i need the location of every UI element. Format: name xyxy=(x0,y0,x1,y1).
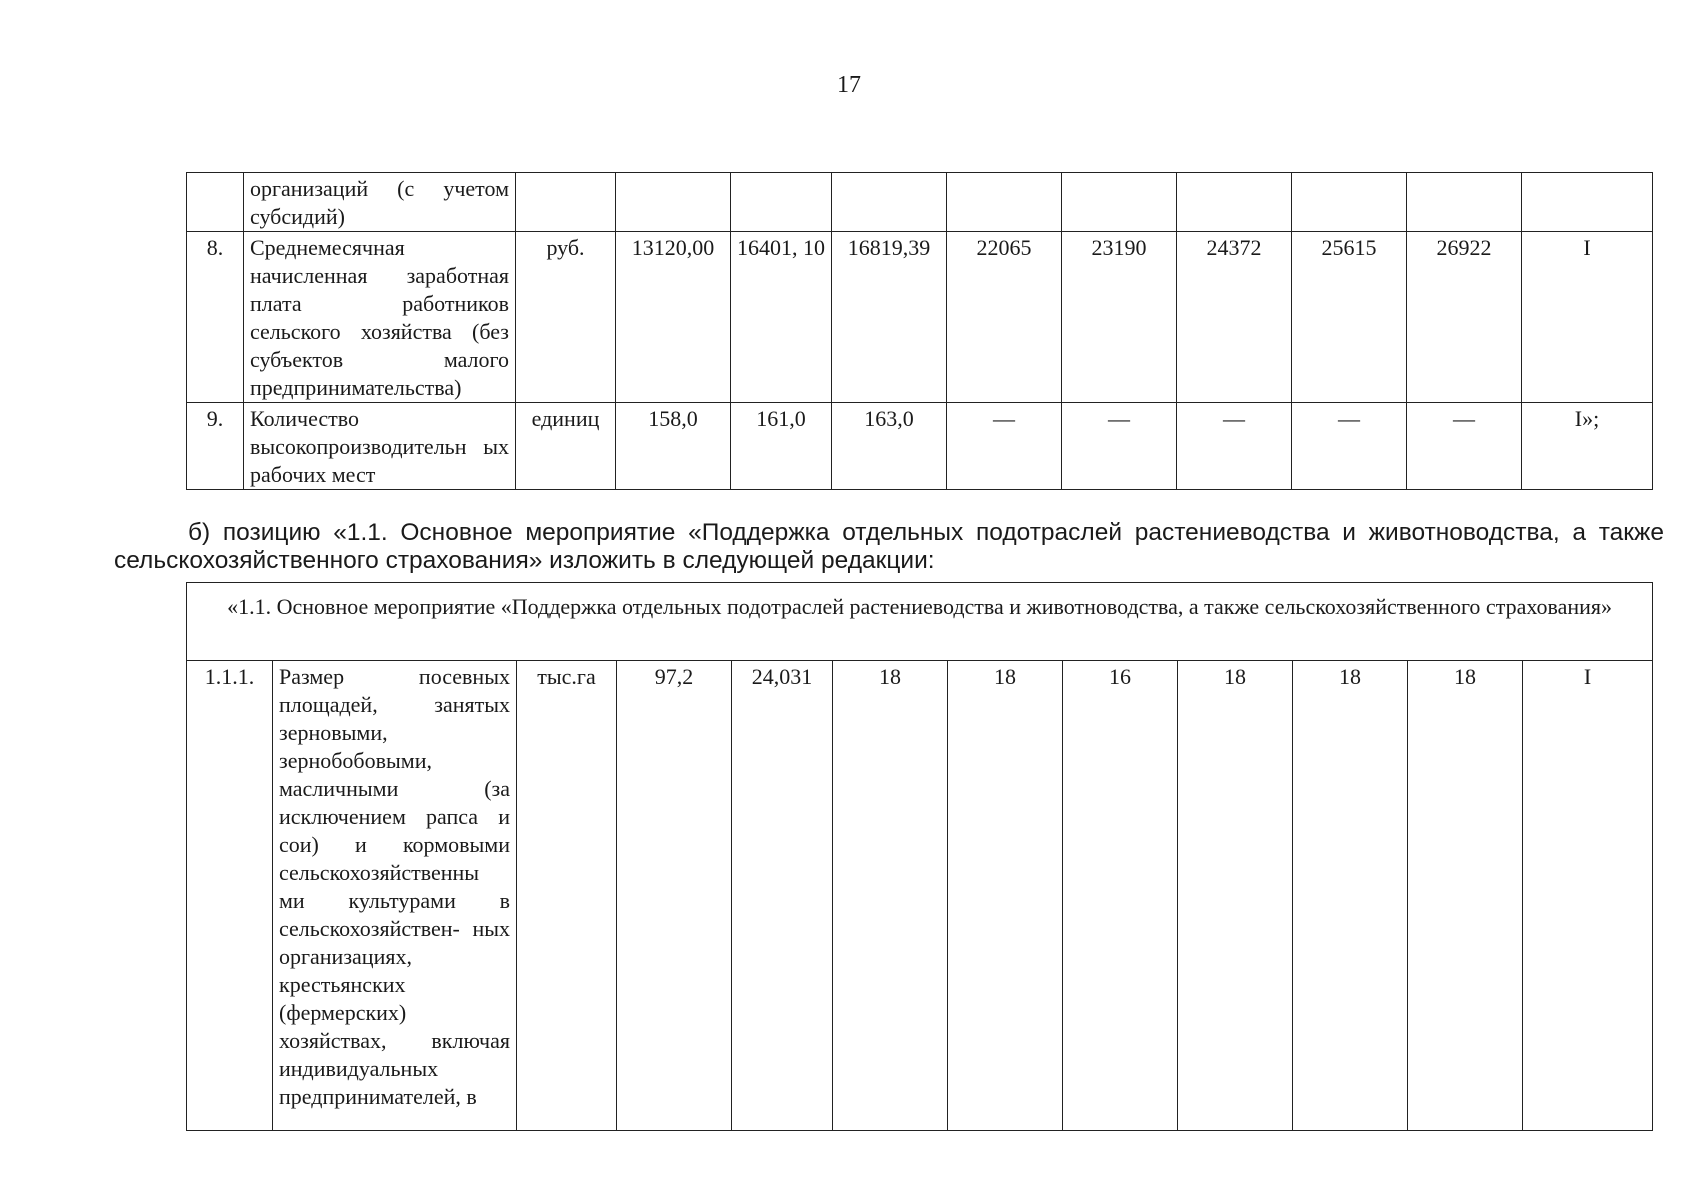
value-cell: — xyxy=(947,403,1062,490)
value-cell: 23190 xyxy=(1062,232,1177,403)
amendment-paragraph: б) позицию «1.1. Основное мероприятие «Поддержка отдельных подотраслей растениеводства и животноводства, а также сельскохозяйственного страхования» изложить в следующей редакции: xyxy=(114,519,1664,574)
value-cell xyxy=(731,173,832,232)
value-cell xyxy=(616,173,731,232)
row-number: 8. xyxy=(187,232,244,403)
value-cell: — xyxy=(1062,403,1177,490)
table-row xyxy=(187,232,1653,403)
unit-cell: тыс.га xyxy=(517,661,617,1131)
indicator-name: Среднемесячная начисленная заработная плата работников сельского хозяйства (без субъектов малого предпринимательства) xyxy=(244,232,516,403)
value-cell: 13120,00 xyxy=(616,232,731,403)
value-cell xyxy=(1062,173,1177,232)
page-number: 17 xyxy=(837,72,861,98)
measure-heading: «1.1. Основное мероприятие «Поддержка отдельных подотраслей растениеводства и животноводства, а также сельскохозяйственного страхования» xyxy=(187,583,1653,661)
table-row xyxy=(187,661,1653,1131)
value-cell: 18 xyxy=(1408,661,1523,1131)
value-cell: — xyxy=(1407,403,1522,490)
value-cell: 24,031 xyxy=(732,661,833,1131)
unit-cell xyxy=(516,173,616,232)
value-cell: — xyxy=(1177,403,1292,490)
value-cell: 163,0 xyxy=(832,403,947,490)
value-cell xyxy=(832,173,947,232)
value-cell: 16 xyxy=(1063,661,1178,1131)
value-cell: 26922 xyxy=(1407,232,1522,403)
indicator-name: Размер посевных площадей, занятых зерновыми, зернобобовыми, масличными (за исключением рапса и сои) и кормовыми сельскохозяйственны ми культурами в сельскохозяйствен- ных организациях, крестьянских (фермерских) хозяйствах, включая индивидуальных предпринимателей, в xyxy=(273,661,517,1131)
indicator-name: Количество высокопроизводительн ых рабочих мест xyxy=(244,403,516,490)
value-cell: 18 xyxy=(1293,661,1408,1131)
value-cell: 25615 xyxy=(1292,232,1407,403)
source-cell: I xyxy=(1523,661,1653,1131)
table-row xyxy=(187,403,1653,490)
table-row xyxy=(187,173,1653,232)
value-cell xyxy=(947,173,1062,232)
source-cell xyxy=(1522,173,1653,232)
indicator-name: организаций (с учетом субсидий) xyxy=(244,173,516,232)
unit-cell: единиц xyxy=(516,403,616,490)
table-heading-row xyxy=(187,583,1653,661)
unit-cell: руб. xyxy=(516,232,616,403)
value-cell xyxy=(1177,173,1292,232)
row-number: 1.1.1. xyxy=(187,661,273,1131)
value-cell: 161,0 xyxy=(731,403,832,490)
value-cell xyxy=(1407,173,1522,232)
value-cell: 97,2 xyxy=(617,661,732,1131)
row-number: 9. xyxy=(187,403,244,490)
value-cell: 158,0 xyxy=(616,403,731,490)
value-cell: 16819,39 xyxy=(832,232,947,403)
value-cell xyxy=(1292,173,1407,232)
value-cell: 16401, 10 xyxy=(731,232,832,403)
source-cell: I xyxy=(1522,232,1653,403)
source-cell: I»; xyxy=(1522,403,1653,490)
value-cell: — xyxy=(1292,403,1407,490)
value-cell: 18 xyxy=(1178,661,1293,1131)
row-number xyxy=(187,173,244,232)
value-cell: 22065 xyxy=(947,232,1062,403)
value-cell: 18 xyxy=(833,661,948,1131)
measure-table xyxy=(186,582,1653,1131)
value-cell: 24372 xyxy=(1177,232,1292,403)
value-cell: 18 xyxy=(948,661,1063,1131)
indicators-table-continued xyxy=(186,172,1653,490)
